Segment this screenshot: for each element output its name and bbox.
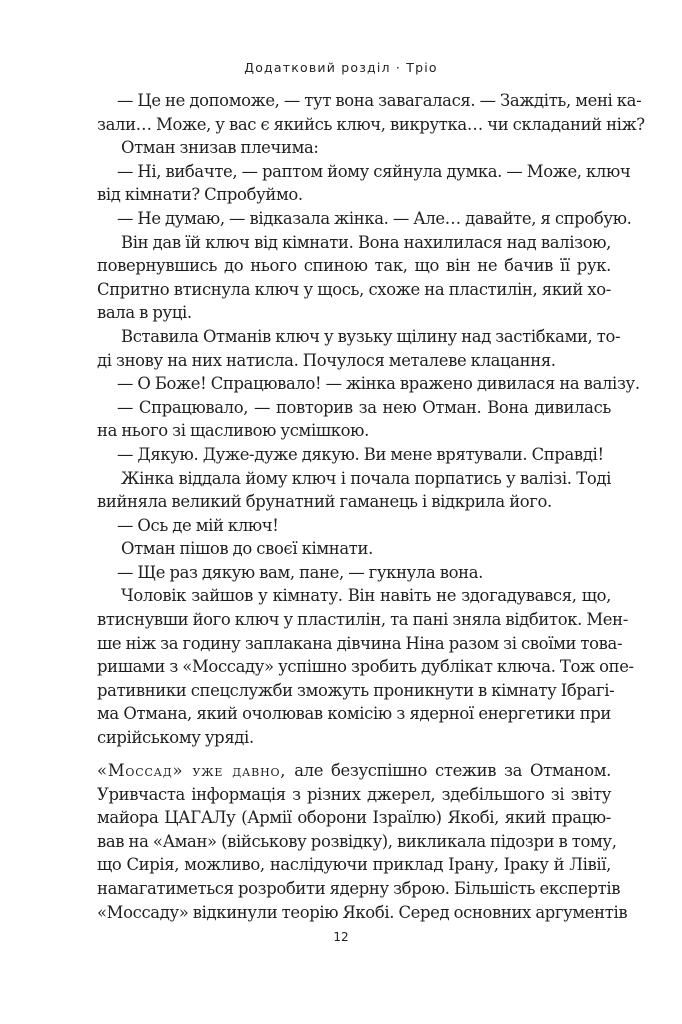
text-line: намагатиметься розробити ядерну зброю. Більшість експертів (97, 878, 621, 898)
text-line: — Не думаю, — відказала жінка. — Але… давайте, я спробую. (117, 208, 632, 228)
text-line: вала в руці. (97, 303, 192, 323)
text-line: ді знову на них натисла. Почулося металеве клацання. (97, 350, 556, 370)
text-line: майора ЦАГАЛу (Армії оборони Ізраїлю) Якобі, який працю- (97, 808, 611, 828)
small-caps-lead-in: «Моссад» уже давно, (97, 761, 287, 780)
text-line: «Моссаду» відкинули теорію Якобі. Серед основних аргументів (97, 902, 628, 922)
text-line: Спритно втиснула ключ у щось, схоже на пластилін, який хо- (97, 279, 611, 299)
section-opening-line (97, 759, 611, 783)
text-line: ше ніж за годину заплакана дівчина Ніна разом зі своїми това- (97, 633, 623, 653)
text-line: Він дав їй ключ від кімнати. Вона нахилилася над валізою, (121, 232, 611, 252)
text-line: що Сирія, можливо, наслідуючи приклад Ірану, Іраку й Лівії, (97, 855, 611, 875)
text-line: — О Боже! Спрацювало! — жінка вражено дивилася на валізу. (117, 374, 640, 394)
text-line: втиснувши його ключ у пластилін, та пані зняла відбиток. Мен- (97, 610, 628, 630)
text-line: вийняла великий брунатний гаманець і відкрила його. (97, 492, 552, 512)
opening-line-rest: але безуспішно стежив за Отманом. (286, 761, 611, 780)
text-line: Вставила Отманів ключ у вузьку щілину над застібками, то- (121, 326, 621, 346)
body-text-section-2 (97, 759, 628, 924)
text-line: Жінка віддала йому ключ і почала порпатись у валізі. Тоді (121, 468, 611, 488)
text-line: сирійському уряді. (97, 728, 254, 748)
text-line: ма Отмана, який очолював комісію з ядерної енергетики при (97, 704, 611, 724)
text-line: — Дякую. Дуже-дуже дякую. Ви мене врятували. Справді! (117, 444, 604, 464)
body-text-section-1 (97, 89, 645, 750)
text-line: — Це не допоможе, — тут вона завагалася. — Заждіть, мені ка- (117, 91, 642, 110)
text-line: повернувшись до нього спиною так, що він не бачив її рук. (97, 256, 611, 276)
text-line: — Ні, вибачте, — раптом йому сяйнула думка. — Може, ключ (117, 161, 631, 181)
text-line: Отман знизав плечима: (121, 138, 319, 158)
text-line: Отман пішов до своєї кімнати. (121, 539, 373, 559)
text-line: вав на «Аман» (військову розвідку), викликала підозри в тому, (97, 831, 617, 851)
text-line: Чоловік зайшов у кімнату. Він навіть не здогадувався, що, (121, 586, 611, 606)
text-line: від кімнати? Спробуймо. (97, 185, 303, 205)
text-line: — Спрацювало, — повторив за нею Отман. Вона дивилась (117, 397, 611, 417)
text-line: — Ще раз дякую вам, пане, — гукнула вона. (117, 562, 484, 582)
text-line: зали… Може, у вас є якийсь ключ, викрутка… чи складаний ніж? (97, 114, 645, 134)
text-line: ративники спецслужби зможуть проникнути в кімнату Ібрагі- (97, 680, 615, 700)
page-number: 12 (333, 930, 349, 944)
text-line: Уривчаста інформація з різних джерел, здебільшого зі звіту (97, 784, 611, 804)
text-line: на нього зі щасливою усмішкою. (97, 421, 369, 441)
text-line: — Ось де мій ключ! (117, 515, 279, 535)
running-head: Додатковий розділ · Тріо (244, 60, 438, 75)
text-line: ришами з «Моссаду» успішно зробить дублікат ключа. Тож опе- (97, 657, 634, 677)
